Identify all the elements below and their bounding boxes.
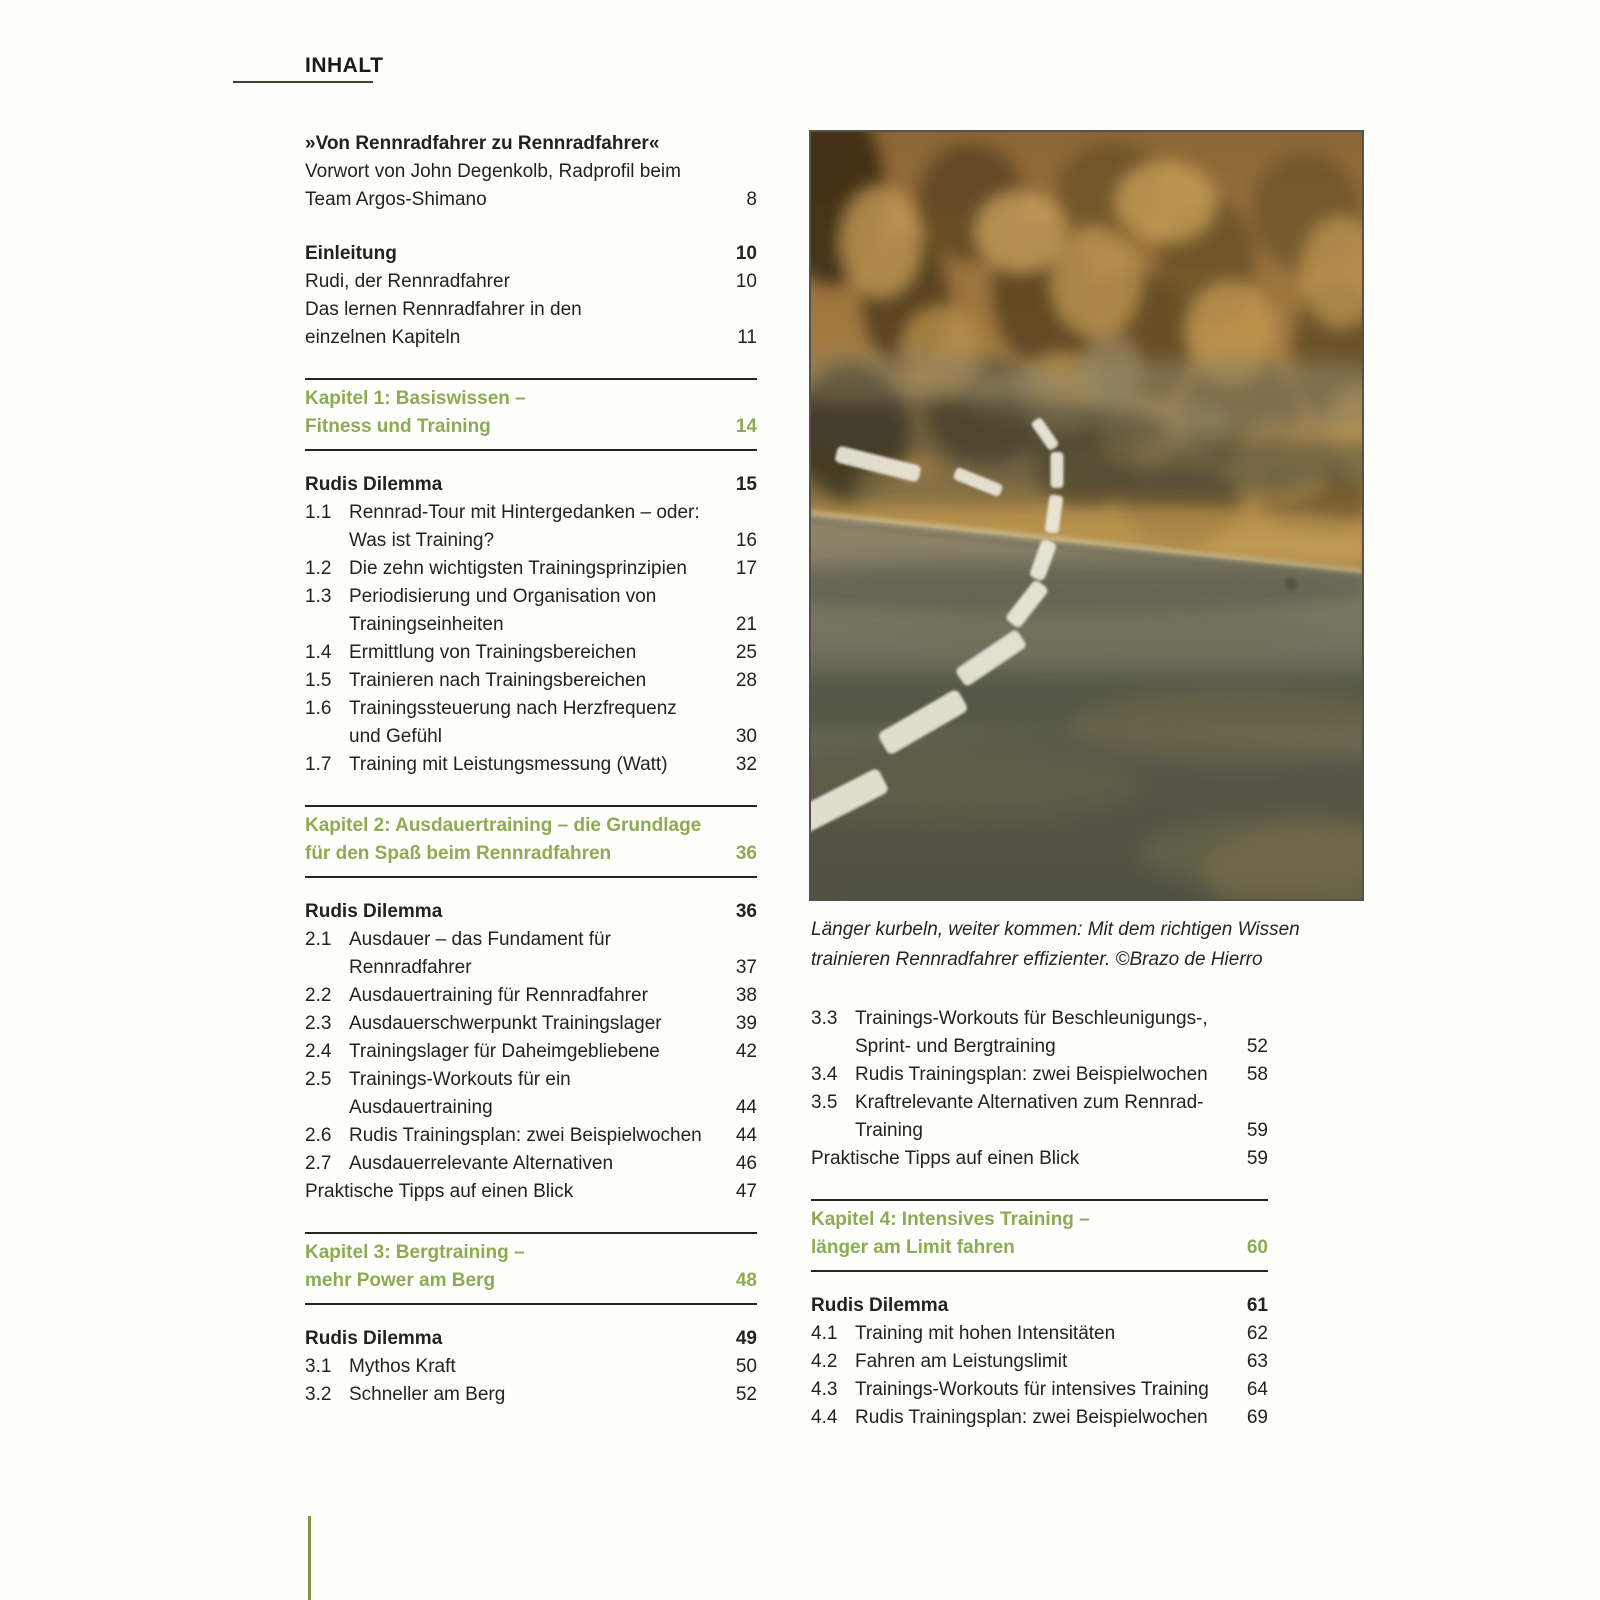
toc-entry-line: Rudis Trainingsplan: zwei Beispielwochen	[855, 1407, 1208, 1428]
toc-entry-page: 52	[735, 1384, 757, 1405]
toc-entry-title	[305, 1178, 573, 1206]
toc-entry-page: 10	[735, 243, 757, 264]
toc-entry-page: 49	[735, 1328, 757, 1349]
toc-entry	[811, 1061, 1268, 1089]
toc-section	[305, 240, 757, 352]
toc-entry-page: 15	[735, 474, 757, 495]
chapter-title-text: Kapitel 2: Ausdauertraining – die Grundlage	[305, 815, 702, 836]
toc-heading-entry	[811, 1292, 1268, 1320]
toc-entry	[305, 499, 757, 555]
toc-entry-title	[349, 695, 677, 751]
toc-entry-title	[855, 1376, 1209, 1404]
toc-entry-number: 1.7	[305, 754, 332, 775]
chapter-title-text: Kapitel 3: Bergtraining –	[305, 1242, 525, 1263]
toc-entry-title	[349, 555, 687, 583]
chapter-heading-line	[305, 385, 757, 413]
chapter-heading-line	[305, 812, 757, 840]
chapter-title-text: länger am Limit fahren	[811, 1237, 1015, 1258]
toc-entry	[305, 639, 757, 667]
toc-entry-line: Periodisierung und Organisation von	[349, 586, 657, 607]
toc-entry	[305, 982, 757, 1010]
toc-entry-title	[349, 583, 656, 639]
toc-entry-line: Fahren am Leistungslimit	[855, 1351, 1068, 1372]
toc-right-column-entries	[811, 1005, 1268, 1432]
toc-entry-number: 1.3	[305, 586, 332, 607]
page-title: INHALT	[305, 54, 384, 77]
toc-entry-line: Rennrad-Tour mit Hintergedanken – oder:	[349, 502, 700, 523]
toc-entry-page: 59	[1246, 1120, 1268, 1141]
toc-left-column	[305, 130, 757, 1435]
toc-entry-line: Rudis Dilemma	[305, 901, 443, 922]
toc-entry-line: Training mit hohen Intensitäten	[855, 1323, 1116, 1344]
toc-entry-title	[855, 1005, 1208, 1061]
toc-entry-page: 58	[1246, 1064, 1268, 1085]
toc-entry-title	[349, 639, 636, 667]
toc-entry-title	[349, 751, 668, 779]
toc-entry-page: 59	[1246, 1148, 1268, 1169]
chapter-page-number: 36	[735, 843, 757, 864]
toc-entry-line: Ausdauerschwerpunkt Trainingslager	[349, 1013, 662, 1034]
toc-entry-line: Rennradfahrer	[349, 957, 472, 978]
toc-entry-line: Kraftrelevante Alternativen zum Rennrad-	[855, 1092, 1204, 1113]
toc-entry-line: Das lernen Rennradfahrer in den	[305, 299, 582, 320]
chapter-title-text: mehr Power am Berg	[305, 1270, 496, 1291]
toc-entry-title	[855, 1320, 1115, 1348]
toc-entry-line: Trainieren nach Trainingsbereichen	[349, 670, 647, 691]
toc-entry-title	[811, 1292, 948, 1320]
toc-entry-line: einzelnen Kapiteln	[305, 327, 461, 348]
toc-entry-title	[305, 296, 582, 352]
toc-entry-line: Vorwort von John Degenkolb, Radprofil beim	[305, 161, 681, 182]
toc-entry-title	[349, 1150, 613, 1178]
toc-entry-page: 47	[735, 1181, 757, 1202]
chapter-heading	[305, 805, 757, 878]
toc-entry	[811, 1320, 1268, 1348]
toc-entry-number: 1.6	[305, 698, 332, 719]
toc-entry-page: 21	[735, 614, 757, 635]
toc-section	[811, 1292, 1268, 1432]
toc-entry	[811, 1348, 1268, 1376]
toc-entry	[305, 1178, 757, 1206]
toc-entry-line: Ausdauertraining für Rennradfahrer	[349, 985, 648, 1006]
toc-section	[305, 471, 757, 779]
toc-entry	[305, 1150, 757, 1178]
chapter-page-number: 60	[1246, 1237, 1268, 1258]
toc-entry-line: Trainingseinheiten	[349, 614, 504, 635]
toc-entry-line: Rudis Dilemma	[305, 1328, 443, 1349]
toc-entry-line: Rudis Dilemma	[811, 1295, 949, 1316]
toc-entry-line: Rudi, der Rennradfahrer	[305, 271, 510, 292]
toc-entry-page: 8	[746, 189, 757, 210]
toc-entry-page: 44	[735, 1097, 757, 1118]
toc-entry-page: 64	[1246, 1379, 1268, 1400]
toc-entry-page: 69	[1246, 1407, 1268, 1428]
toc-entry	[305, 296, 757, 352]
toc-entry-title	[349, 1010, 662, 1038]
toc-entry-page: 28	[735, 670, 757, 691]
toc-entry-page: 39	[735, 1013, 757, 1034]
toc-entry-page: 46	[735, 1153, 757, 1174]
chapter-heading	[305, 1232, 757, 1305]
chapter-heading-line	[305, 1267, 757, 1295]
toc-section	[305, 1325, 757, 1409]
toc-entry-title	[305, 240, 397, 268]
toc-entry-page: 37	[735, 957, 757, 978]
toc-section	[305, 898, 757, 1206]
toc-entry-title	[305, 268, 510, 296]
chapter-heading-line	[305, 840, 757, 868]
toc-entry-line: Einleitung	[305, 243, 397, 264]
toc-entry-title	[349, 1381, 505, 1409]
toc-entry-title	[305, 471, 442, 499]
toc-entry	[305, 268, 757, 296]
toc-entry	[305, 158, 757, 214]
toc-entry	[305, 555, 757, 583]
toc-entry-number: 3.3	[811, 1008, 838, 1029]
toc-entry-line: Trainings-Workouts für Beschleunigungs-,	[855, 1008, 1208, 1029]
toc-entry-line: Mythos Kraft	[349, 1356, 456, 1377]
toc-entry	[811, 1089, 1268, 1145]
chapter-heading-line	[305, 413, 757, 441]
toc-entry-page: 38	[735, 985, 757, 1006]
toc-entry-line: Die zehn wichtigsten Trainingsprinzipien	[349, 558, 687, 579]
toc-entry-page: 62	[1246, 1323, 1268, 1344]
toc-entry-line: Trainings-Workouts für ein	[349, 1069, 571, 1090]
toc-entry-page: 11	[737, 327, 757, 348]
photo-caption	[811, 915, 1301, 975]
toc-entry-page: 25	[735, 642, 757, 663]
toc-entry-line: Trainings-Workouts für intensives Training	[855, 1379, 1209, 1400]
toc-entry-number: 4.2	[811, 1351, 838, 1372]
toc-entry-line: Praktische Tipps auf einen Blick	[305, 1181, 574, 1202]
toc-entry-line: Trainingssteuerung nach Herzfrequenz	[349, 698, 677, 719]
toc-entry-title	[349, 1353, 456, 1381]
toc-entry-page: 17	[735, 558, 757, 579]
toc-entry-number: 2.2	[305, 985, 332, 1006]
toc-entry	[811, 1145, 1268, 1173]
toc-heading-entry	[305, 130, 757, 158]
toc-entry-line: Was ist Training?	[349, 530, 495, 551]
toc-entry-line: Training	[855, 1120, 923, 1141]
toc-entry	[305, 1010, 757, 1038]
toc-entry-line: Ermittlung von Trainingsbereichen	[349, 642, 637, 663]
toc-entry-title	[349, 1038, 660, 1066]
toc-heading-entry	[305, 1325, 757, 1353]
toc-entry-title	[855, 1348, 1067, 1376]
toc-entry-page: 52	[1246, 1036, 1268, 1057]
toc-entry-title	[349, 926, 611, 982]
toc-entry-number: 3.2	[305, 1384, 332, 1405]
toc-entry-title	[855, 1404, 1208, 1432]
toc-entry	[305, 1122, 757, 1150]
toc-entry	[305, 1353, 757, 1381]
chapter-heading-line	[811, 1206, 1268, 1234]
toc-entry-number: 2.6	[305, 1125, 332, 1146]
toc-entry-number: 2.7	[305, 1153, 332, 1174]
road-curve-photo	[811, 132, 1362, 899]
toc-entry-number: 1.2	[305, 558, 332, 579]
toc-entry-title	[811, 1145, 1079, 1173]
toc-entry-page: 16	[735, 530, 757, 551]
toc-entry-number: 2.4	[305, 1041, 332, 1062]
toc-entry-title	[349, 1122, 702, 1150]
toc-entry-title	[305, 1325, 442, 1353]
toc-section	[811, 1005, 1268, 1173]
toc-entry-number: 4.1	[811, 1323, 838, 1344]
toc-entry	[811, 1005, 1268, 1061]
toc-entry-page: 36	[735, 901, 757, 922]
page-title-rule	[233, 81, 373, 83]
spine-crop-mark	[308, 1516, 311, 1600]
toc-entry	[305, 1066, 757, 1122]
toc-entry-line: Schneller am Berg	[349, 1384, 506, 1405]
toc-entry-page: 63	[1246, 1351, 1268, 1372]
toc-entry-page: 42	[735, 1041, 757, 1062]
toc-entry-line: Rudis Trainingsplan: zwei Beispielwochen	[349, 1125, 702, 1146]
toc-entry-title	[855, 1089, 1204, 1145]
road-photo-graphic	[811, 132, 1362, 899]
toc-entry-page: 10	[735, 271, 757, 292]
toc-heading-entry	[305, 240, 757, 268]
toc-entry-page: 61	[1246, 1295, 1268, 1316]
toc-entry-line: Rudis Dilemma	[305, 474, 443, 495]
toc-entry-title	[349, 1066, 571, 1122]
chapter-title-text: Kapitel 4: Intensives Training –	[811, 1209, 1090, 1230]
toc-entry	[305, 695, 757, 751]
photo-caption-line: Länger kurbeln, weiter kommen: Mit dem richtigen Wissen	[811, 919, 1300, 940]
toc-entry-number: 2.1	[305, 929, 332, 950]
toc-entry-title	[349, 667, 646, 695]
toc-entry-title	[855, 1061, 1208, 1089]
toc-entry	[305, 583, 757, 639]
toc-entry-title	[305, 130, 659, 158]
toc-heading-entry	[305, 471, 757, 499]
chapter-title-text: Fitness und Training	[305, 416, 491, 437]
toc-entry-title	[349, 499, 700, 555]
toc-entry-number: 3.4	[811, 1064, 838, 1085]
toc-entry-number: 2.5	[305, 1069, 332, 1090]
toc-entry-title	[305, 898, 442, 926]
toc-entry	[305, 926, 757, 982]
toc-entry-page: 32	[735, 754, 757, 775]
toc-right-column	[811, 132, 1362, 1458]
toc-entry-number: 4.3	[811, 1379, 838, 1400]
toc-entry	[305, 1038, 757, 1066]
toc-entry-line: Training mit Leistungsmessung (Watt)	[349, 754, 668, 775]
toc-entry-page: 50	[735, 1356, 757, 1377]
chapter-heading-line	[811, 1234, 1268, 1262]
toc-entry-line: Trainingslager für Daheimgebliebene	[349, 1041, 660, 1062]
toc-entry-line: Sprint- und Bergtraining	[855, 1036, 1056, 1057]
toc-entry-number: 4.4	[811, 1407, 838, 1428]
chapter-heading-line	[305, 1239, 757, 1267]
toc-entry-number: 1.1	[305, 502, 332, 523]
chapter-page-number: 14	[735, 416, 757, 437]
toc-entry-number: 2.3	[305, 1013, 332, 1034]
toc-entry-line: »Von Rennradfahrer zu Rennradfahrer«	[305, 133, 660, 154]
toc-entry-line: Team Argos-Shimano	[305, 189, 487, 210]
toc-entry-title	[305, 158, 681, 214]
toc-entry	[305, 667, 757, 695]
toc-entry-title	[349, 982, 648, 1010]
toc-entry-line: Praktische Tipps auf einen Blick	[811, 1148, 1080, 1169]
toc-entry	[811, 1404, 1268, 1432]
toc-heading-entry	[305, 898, 757, 926]
toc-entry	[305, 1381, 757, 1409]
chapter-page-number: 48	[735, 1270, 757, 1291]
toc-entry-page: 30	[735, 726, 757, 747]
toc-entry-line: und Gefühl	[349, 726, 442, 747]
toc-section	[305, 130, 757, 214]
chapter-heading	[811, 1199, 1268, 1272]
chapter-title-text: für den Spaß beim Rennradfahren	[305, 843, 612, 864]
chapter-title-text: Kapitel 1: Basiswissen –	[305, 388, 526, 409]
toc-entry	[811, 1376, 1268, 1404]
toc-entry-line: Rudis Trainingsplan: zwei Beispielwochen	[855, 1064, 1208, 1085]
toc-entry-line: Ausdauerrelevante Alternativen	[349, 1153, 614, 1174]
toc-entry	[305, 751, 757, 779]
toc-entry-line: Ausdauertraining	[349, 1097, 493, 1118]
photo-caption-line: trainieren Rennradfahrer effizienter. ©Brazo de Hierro	[811, 949, 1263, 970]
toc-entry-number: 3.1	[305, 1356, 332, 1377]
toc-entry-number: 1.4	[305, 642, 332, 663]
chapter-heading	[305, 378, 757, 451]
toc-entry-line: Ausdauer – das Fundament für	[349, 929, 611, 950]
toc-entry-number: 1.5	[305, 670, 332, 691]
toc-entry-page: 44	[735, 1125, 757, 1146]
toc-entry-number: 3.5	[811, 1092, 838, 1113]
